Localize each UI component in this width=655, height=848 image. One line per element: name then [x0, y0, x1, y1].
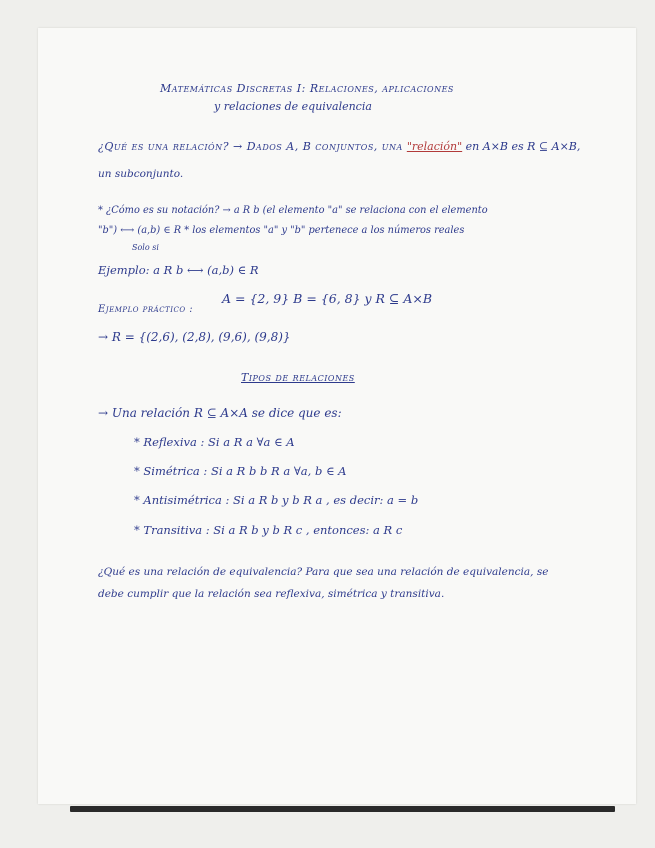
- page-bottom-edge: [70, 806, 615, 812]
- notation-solo-si: Solo si: [132, 243, 159, 252]
- relation-definition-line1: [98, 140, 580, 153]
- page-title-line1: Matemáticas Discretas I: Relaciones, aplicaciones: [160, 82, 454, 95]
- relation-highlight-word: "relación": [406, 140, 463, 153]
- practical-example-sets: A = {2, 9} B = {6, 8} y R ⊆ A×B: [222, 291, 433, 306]
- notation-line1: * ¿Cómo es su notación? → a R b (el elemento "a" se relaciona con el elemento: [98, 205, 488, 216]
- relation-question-text: ¿Qué es una relación? → Dados A, B conjuntos, una: [98, 140, 407, 153]
- relation-type-antisymmetric: * Antisimétrica : Si a R b y b R a , es decir: a = b: [134, 493, 419, 507]
- practical-example-label: Ejemplo práctico :: [98, 304, 194, 315]
- equivalence-line2: debe cumplir que la relación sea reflexiva, simétrica y transitiva.: [98, 588, 445, 600]
- relation-types-heading: Tipos de relaciones: [241, 371, 355, 384]
- notation-line2: "b") ⟷ (a,b) ∈ R * los elementos "a" y "b" pertenece a los números reales: [98, 225, 465, 236]
- relation-type-symmetric: * Simétrica : Si a R b b R a ∀a, b ∈ A: [134, 464, 347, 478]
- relation-type-transitive: * Transitiva : Si a R b y b R c , entonces: a R c: [134, 523, 403, 537]
- relation-type-reflexive: * Reflexiva : Si a R a ∀a ∈ A: [134, 435, 295, 449]
- relation-definition-line2: un subconjunto.: [98, 168, 184, 180]
- practical-example-result: → R = {(2,6), (2,8), (9,6), (9,8)}: [98, 330, 291, 344]
- relation-definition-text: en A×B es R ⊆ A×B,: [462, 140, 581, 153]
- relation-types-intro: → Una relación R ⊆ A×A se dice que es:: [98, 406, 342, 420]
- equivalence-line1: ¿Qué es una relación de equivalencia? Para que sea una relación de equivalencia, se: [98, 566, 549, 578]
- page-title-line2: y relaciones de equivalencia: [214, 100, 372, 113]
- example-line: Ejemplo: a R b ⟷ (a,b) ∈ R: [98, 263, 259, 277]
